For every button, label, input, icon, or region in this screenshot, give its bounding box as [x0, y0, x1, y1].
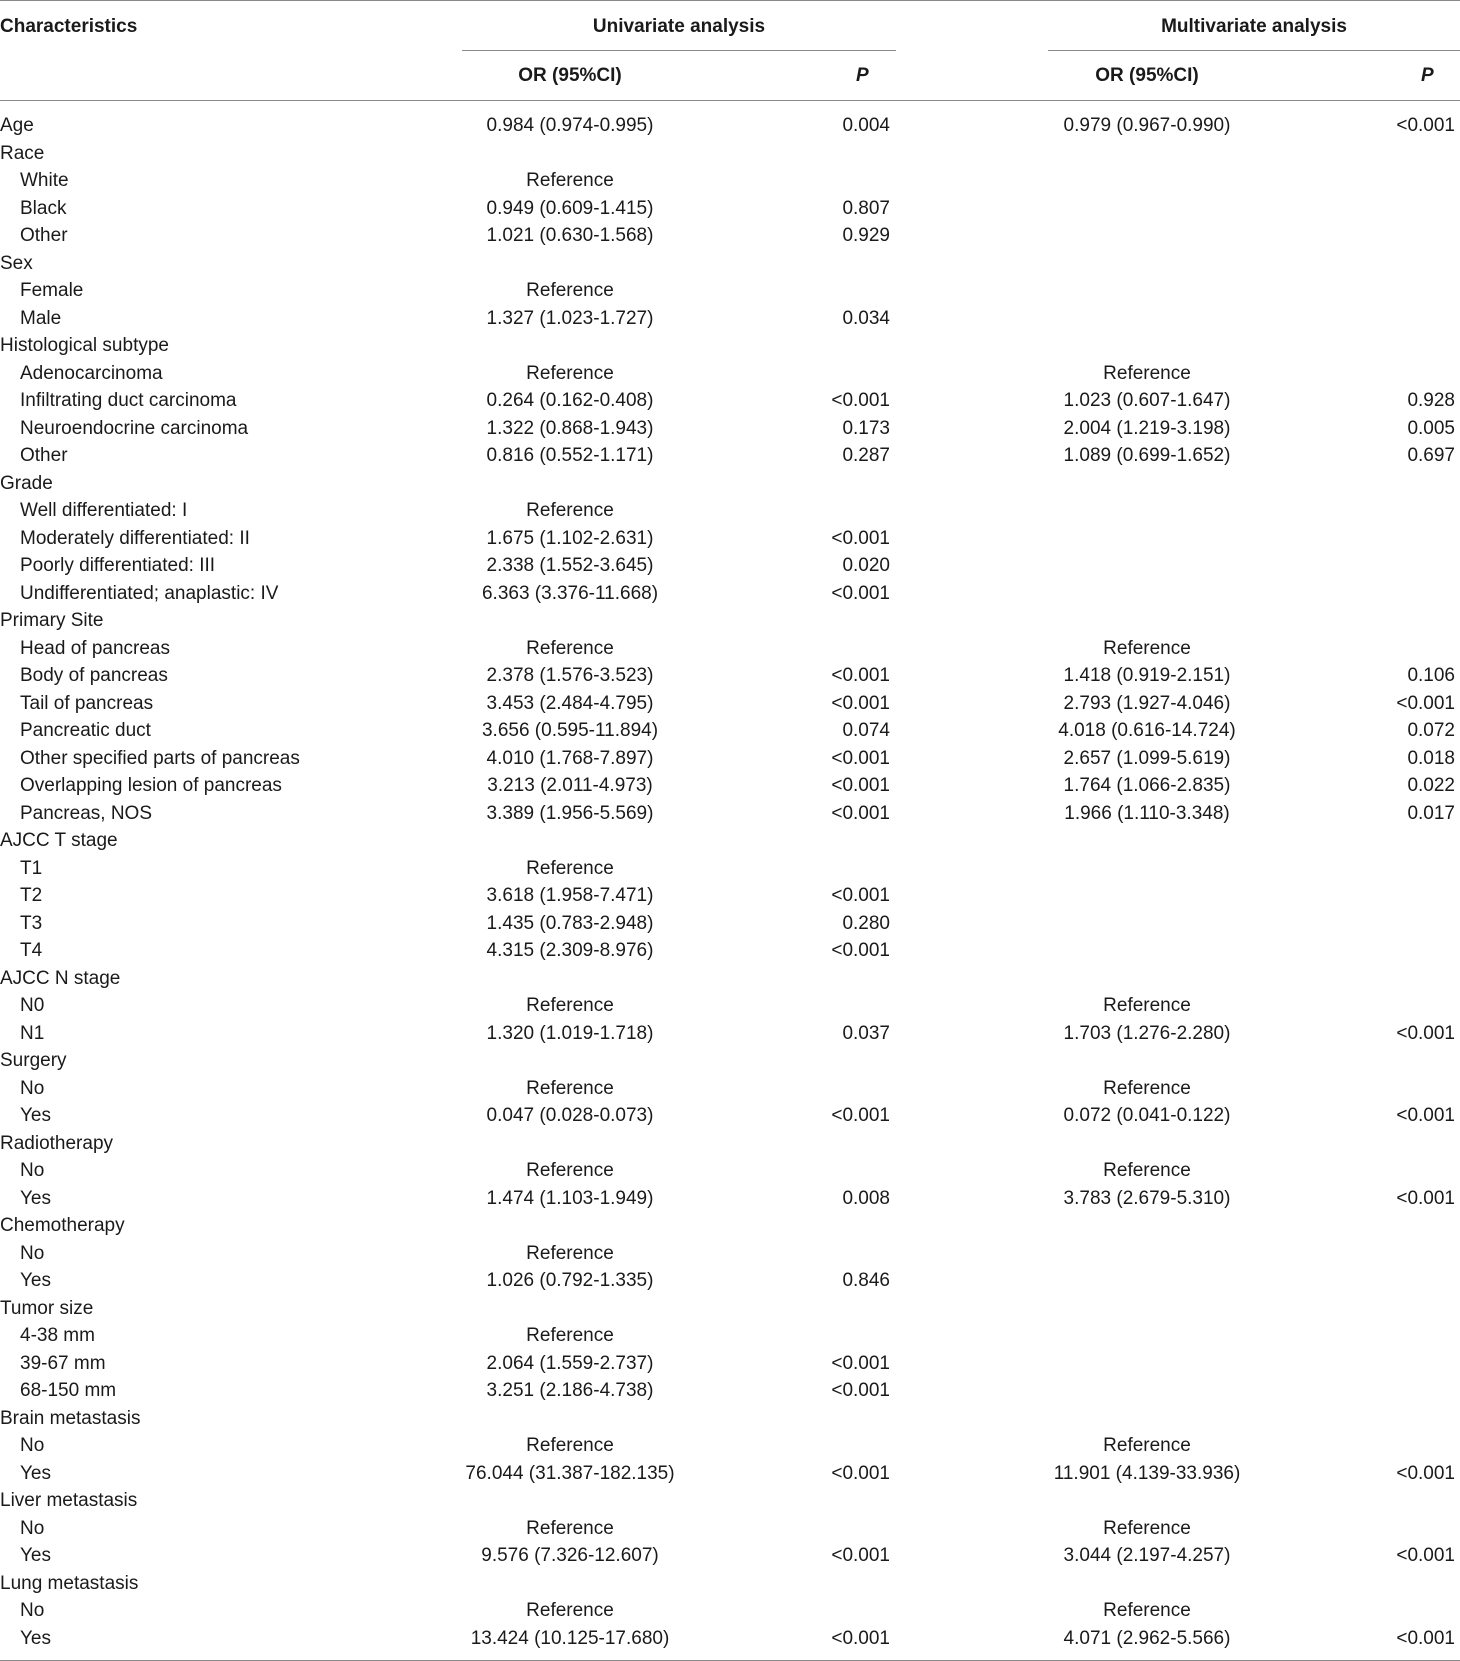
univariate-or-cell: 3.656 (0.595-11.894) — [481, 720, 659, 741]
table-row — [0, 717, 1460, 745]
row-label: Adenocarcinoma — [20, 362, 163, 384]
header-univariate: Univariate analysis — [592, 16, 766, 37]
row-label: Male — [20, 307, 62, 329]
table-body — [0, 112, 1460, 1652]
table-row — [0, 800, 1460, 828]
multivariate-p-cell: 0.005 — [1407, 417, 1455, 439]
multivariate-p-cell: <0.001 — [1396, 1187, 1455, 1209]
univariate-p-cell: <0.001 — [831, 1352, 890, 1374]
row-label: Surgery — [0, 1050, 67, 1071]
row-label: Sex — [0, 252, 33, 274]
univariate-or-cell: 76.044 (31.387-182.135) — [465, 1462, 675, 1484]
table-row — [0, 277, 1460, 305]
row-label: No — [20, 1517, 45, 1539]
table-row — [0, 552, 1460, 580]
row-label: Lung metastasis — [0, 1572, 139, 1594]
multivariate-or-cell: Reference — [1103, 1600, 1191, 1621]
univariate-or-cell: 9.576 (7.326-12.607) — [481, 1545, 659, 1566]
table-row — [0, 1047, 1460, 1075]
row-label: Tail of pancreas — [20, 692, 154, 714]
table-row — [0, 965, 1460, 993]
row-label: Black — [20, 197, 67, 219]
multivariate-p-cell: 0.017 — [1407, 802, 1455, 824]
row-label: Age — [0, 115, 34, 136]
univariate-or-cell: Reference — [526, 1077, 614, 1099]
table-row — [0, 470, 1460, 498]
univariate-or-cell: 1.327 (1.023-1.727) — [486, 307, 654, 329]
univariate-or-cell: Reference — [526, 637, 614, 659]
row-label: Primary Site — [0, 610, 104, 631]
multivariate-group-rule — [1048, 50, 1460, 51]
table-row — [0, 1075, 1460, 1103]
multivariate-or-cell: 0.072 (0.041-0.122) — [1063, 1105, 1231, 1126]
univariate-or-cell: Reference — [526, 1160, 614, 1181]
table-row — [0, 1460, 1460, 1488]
univariate-p-cell: <0.001 — [831, 747, 890, 769]
table-row — [0, 195, 1460, 223]
header-characteristics: Characteristics — [0, 16, 138, 37]
multivariate-or-cell: 4.071 (2.962-5.566) — [1063, 1627, 1231, 1649]
row-label: Yes — [20, 1545, 51, 1566]
table-row — [0, 690, 1460, 718]
univariate-p-cell: 0.929 — [842, 225, 890, 246]
univariate-or-cell: 4.010 (1.768-7.897) — [486, 747, 654, 769]
multivariate-or-cell: 2.793 (1.927-4.046) — [1063, 692, 1231, 714]
table-row — [0, 772, 1460, 800]
multivariate-or-cell: 2.657 (1.099-5.619) — [1063, 747, 1231, 769]
table-row — [0, 855, 1460, 883]
top-rule — [0, 0, 1460, 1]
univariate-or-cell: Reference — [526, 1242, 614, 1264]
univariate-p-cell: 0.173 — [842, 417, 890, 439]
univariate-or-cell: 1.675 (1.102-2.631) — [486, 527, 654, 549]
row-label: Body of pancreas — [20, 665, 168, 686]
multivariate-or-cell: 1.703 (1.276-2.280) — [1063, 1022, 1231, 1044]
univariate-or-cell: 1.435 (0.783-2.948) — [486, 912, 654, 934]
row-label: Other specified parts of pancreas — [20, 747, 300, 769]
header-univariate-or: OR (95%CI) — [518, 65, 622, 86]
univariate-p-cell: <0.001 — [831, 527, 890, 549]
univariate-or-cell: 0.949 (0.609-1.415) — [486, 197, 654, 219]
row-label: Liver metastasis — [0, 1490, 138, 1511]
table-row — [0, 1515, 1460, 1543]
univariate-or-cell: 1.021 (0.630-1.568) — [486, 225, 654, 246]
row-label: N0 — [20, 995, 45, 1016]
row-label: Pancreas, NOS — [20, 802, 152, 824]
table-row — [0, 415, 1460, 443]
table-row — [0, 1130, 1460, 1158]
univariate-or-cell: 0.264 (0.162-0.408) — [486, 390, 654, 411]
row-label: T2 — [20, 885, 43, 906]
univariate-or-cell: 1.026 (0.792-1.335) — [486, 1270, 654, 1291]
multivariate-or-cell: 3.783 (2.679-5.310) — [1063, 1187, 1231, 1209]
univariate-or-cell: 3.213 (2.011-4.973) — [487, 775, 653, 796]
univariate-or-cell: Reference — [526, 1325, 614, 1346]
table-row — [0, 1212, 1460, 1240]
multivariate-or-cell: Reference — [1103, 1435, 1191, 1456]
univariate-p-cell: <0.001 — [831, 1627, 890, 1649]
row-label: 39-67 mm — [20, 1352, 106, 1374]
row-label: No — [20, 1077, 45, 1099]
multivariate-p-cell: <0.001 — [1396, 115, 1455, 136]
univariate-or-cell: 1.474 (1.103-1.949) — [486, 1187, 654, 1209]
row-label: Poorly differentiated: III — [20, 555, 216, 576]
univariate-p-cell: <0.001 — [831, 1380, 890, 1401]
table-row — [0, 662, 1460, 690]
table-row — [0, 992, 1460, 1020]
univariate-or-cell: 2.064 (1.559-2.737) — [486, 1352, 654, 1374]
table-row — [0, 1487, 1460, 1515]
univariate-or-cell: 3.453 (2.484-4.795) — [486, 692, 654, 714]
row-label: Yes — [20, 1270, 51, 1291]
multivariate-or-cell: Reference — [1103, 995, 1191, 1016]
univariate-p-cell: 0.287 — [842, 445, 890, 466]
univariate-or-cell: 0.984 (0.974-0.995) — [486, 115, 654, 136]
row-label: T3 — [20, 912, 43, 934]
univariate-or-cell: 4.315 (2.309-8.976) — [486, 940, 654, 961]
row-label: T4 — [20, 940, 43, 961]
row-label: Tumor size — [0, 1297, 94, 1319]
multivariate-p-cell: <0.001 — [1396, 1545, 1455, 1566]
row-label: Chemotherapy — [0, 1215, 125, 1236]
univariate-or-cell: 13.424 (10.125-17.680) — [470, 1627, 670, 1649]
row-label: Well differentiated: I — [20, 500, 188, 521]
table-row — [0, 827, 1460, 855]
table-row — [0, 1240, 1460, 1268]
univariate-p-cell: <0.001 — [831, 940, 890, 961]
multivariate-or-cell: 11.901 (4.139-33.936) — [1053, 1462, 1241, 1484]
table-row — [0, 745, 1460, 773]
table-row — [0, 497, 1460, 525]
table-row — [0, 1597, 1460, 1625]
row-label: Brain metastasis — [0, 1407, 141, 1429]
univariate-or-cell: 6.363 (3.376-11.668) — [481, 582, 659, 604]
multivariate-or-cell: 2.004 (1.219-3.198) — [1063, 417, 1231, 439]
table-row — [0, 1322, 1460, 1350]
header-multivariate: Multivariate analysis — [1161, 16, 1347, 37]
table-row — [0, 167, 1460, 195]
univariate-or-cell: Reference — [526, 280, 614, 301]
univariate-p-cell: <0.001 — [831, 775, 890, 796]
univariate-group-rule — [462, 50, 896, 51]
row-label: Pancreatic duct — [20, 720, 151, 741]
header-bottom-rule — [0, 100, 1460, 101]
row-label: N1 — [20, 1022, 45, 1044]
table-row — [0, 1350, 1460, 1378]
row-label: T1 — [20, 857, 43, 879]
univariate-p-cell: <0.001 — [831, 802, 890, 824]
multivariate-p-cell: <0.001 — [1396, 1022, 1455, 1044]
univariate-p-cell: <0.001 — [831, 665, 890, 686]
header-univariate-p: P — [856, 65, 869, 86]
table-row — [0, 1157, 1460, 1185]
row-label: Other — [20, 445, 68, 466]
univariate-or-cell: Reference — [526, 1435, 614, 1456]
multivariate-or-cell: Reference — [1103, 1517, 1191, 1539]
univariate-p-cell: <0.001 — [831, 692, 890, 714]
multivariate-or-cell: 1.023 (0.607-1.647) — [1063, 390, 1231, 411]
univariate-or-cell: 1.322 (0.868-1.943) — [486, 417, 654, 439]
multivariate-or-cell: Reference — [1103, 637, 1191, 659]
table-row — [0, 222, 1460, 250]
univariate-p-cell: 0.074 — [842, 720, 890, 741]
table-row — [0, 387, 1460, 415]
table-row — [0, 1405, 1460, 1433]
multivariate-p-cell: <0.001 — [1396, 1627, 1455, 1649]
univariate-or-cell: Reference — [526, 362, 614, 384]
table-row — [0, 250, 1460, 278]
multivariate-p-cell: 0.928 — [1407, 390, 1455, 411]
multivariate-or-cell: 1.764 (1.066-2.835) — [1063, 775, 1231, 796]
table-row — [0, 910, 1460, 938]
univariate-or-cell: Reference — [526, 1600, 614, 1621]
row-label: Yes — [20, 1462, 51, 1484]
table-row — [0, 937, 1460, 965]
row-label: Female — [20, 280, 84, 301]
table-row — [0, 1432, 1460, 1460]
table-row — [0, 580, 1460, 608]
row-label: Other — [20, 225, 68, 246]
univariate-p-cell: 0.034 — [842, 307, 890, 329]
row-label: 4-38 mm — [20, 1325, 95, 1346]
row-label: AJCC T stage — [0, 830, 118, 851]
multivariate-p-cell: <0.001 — [1396, 692, 1455, 714]
table-row — [0, 112, 1460, 140]
table-row — [0, 1020, 1460, 1048]
multivariate-p-cell: 0.018 — [1407, 747, 1455, 769]
univariate-or-cell: 1.320 (1.019-1.718) — [486, 1022, 654, 1044]
table-row — [0, 1377, 1460, 1405]
row-label: AJCC N stage — [0, 967, 121, 989]
table-row — [0, 1295, 1460, 1323]
row-label: Histological subtype — [0, 335, 169, 356]
table-row — [0, 525, 1460, 553]
univariate-p-cell: <0.001 — [831, 1462, 890, 1484]
multivariate-or-cell: Reference — [1103, 362, 1191, 384]
multivariate-p-cell: 0.697 — [1407, 445, 1455, 466]
multivariate-or-cell: 1.966 (1.110-3.348) — [1064, 802, 1230, 824]
table-row — [0, 1570, 1460, 1598]
multivariate-or-cell: 0.979 (0.967-0.990) — [1063, 115, 1231, 136]
table-row — [0, 1102, 1460, 1130]
multivariate-p-cell: <0.001 — [1396, 1105, 1455, 1126]
univariate-p-cell: <0.001 — [831, 1545, 890, 1566]
univariate-or-cell: 3.618 (1.958-7.471) — [486, 885, 654, 906]
row-label: Undifferentiated; anaplastic: IV — [20, 582, 279, 604]
table-row — [0, 1625, 1460, 1653]
univariate-p-cell: <0.001 — [831, 390, 890, 411]
univariate-or-cell: 3.251 (2.186-4.738) — [486, 1380, 654, 1401]
row-label: No — [20, 1600, 45, 1621]
row-label: White — [20, 170, 69, 191]
multivariate-or-cell: Reference — [1103, 1077, 1191, 1099]
univariate-or-cell: Reference — [526, 170, 614, 191]
table-row — [0, 1185, 1460, 1213]
row-label: Moderately differentiated: II — [20, 527, 250, 549]
row-label: No — [20, 1435, 45, 1456]
univariate-or-cell: Reference — [526, 995, 614, 1016]
multivariate-p-cell: 0.022 — [1407, 775, 1455, 796]
row-label: Radiotherapy — [0, 1132, 114, 1154]
row-label: Grade — [0, 472, 53, 494]
row-label: Overlapping lesion of pancreas — [20, 775, 282, 796]
row-label: No — [20, 1242, 45, 1264]
univariate-p-cell: 0.037 — [842, 1022, 890, 1044]
multivariate-or-cell: Reference — [1103, 1160, 1191, 1181]
multivariate-p-cell: 0.106 — [1407, 665, 1455, 686]
table-row — [0, 360, 1460, 388]
row-label: 68-150 mm — [20, 1380, 117, 1401]
univariate-p-cell: 0.008 — [842, 1187, 890, 1209]
univariate-p-cell: 0.807 — [842, 197, 890, 219]
row-label: Head of pancreas — [20, 637, 170, 659]
row-label: Yes — [20, 1627, 51, 1649]
univariate-or-cell: 2.338 (1.552-3.645) — [486, 555, 654, 576]
multivariate-or-cell: 4.018 (0.616-14.724) — [1058, 720, 1236, 741]
row-label: Race — [0, 142, 45, 164]
univariate-or-cell: Reference — [526, 500, 614, 521]
univariate-p-cell: <0.001 — [831, 885, 890, 906]
univariate-p-cell: 0.280 — [842, 912, 890, 934]
table-row — [0, 1542, 1460, 1570]
univariate-p-cell: 0.020 — [842, 555, 890, 576]
univariate-p-cell: 0.004 — [842, 115, 890, 136]
univariate-or-cell: 0.816 (0.552-1.171) — [486, 445, 654, 466]
table-row — [0, 332, 1460, 360]
row-label: Yes — [20, 1187, 51, 1209]
table-row — [0, 607, 1460, 635]
table-row — [0, 442, 1460, 470]
univariate-or-cell: 3.389 (1.956-5.569) — [486, 802, 654, 824]
table-row — [0, 305, 1460, 333]
univariate-or-cell: Reference — [526, 857, 614, 879]
table-row — [0, 140, 1460, 168]
header-multivariate-p: P — [1421, 65, 1434, 86]
univariate-p-cell: 0.846 — [842, 1270, 890, 1291]
row-label: Yes — [20, 1105, 51, 1126]
table-row — [0, 1267, 1460, 1295]
multivariate-or-cell: 1.418 (0.919-2.151) — [1063, 665, 1231, 686]
multivariate-p-cell: <0.001 — [1396, 1462, 1455, 1484]
univariate-or-cell: 2.378 (1.576-3.523) — [486, 665, 654, 686]
row-label: Infiltrating duct carcinoma — [20, 390, 237, 411]
row-label: Neuroendocrine carcinoma — [20, 417, 249, 439]
univariate-or-cell: Reference — [526, 1517, 614, 1539]
univariate-p-cell: <0.001 — [831, 582, 890, 604]
table-row — [0, 635, 1460, 663]
multivariate-or-cell: 1.089 (0.699-1.652) — [1063, 445, 1231, 466]
row-label: No — [20, 1160, 45, 1181]
header-multivariate-or: OR (95%CI) — [1095, 65, 1199, 86]
multivariate-or-cell: 3.044 (2.197-4.257) — [1063, 1545, 1231, 1566]
table-row — [0, 882, 1460, 910]
univariate-p-cell: <0.001 — [831, 1105, 890, 1126]
univariate-or-cell: 0.047 (0.028-0.073) — [486, 1105, 654, 1126]
multivariate-p-cell: 0.072 — [1407, 720, 1455, 741]
